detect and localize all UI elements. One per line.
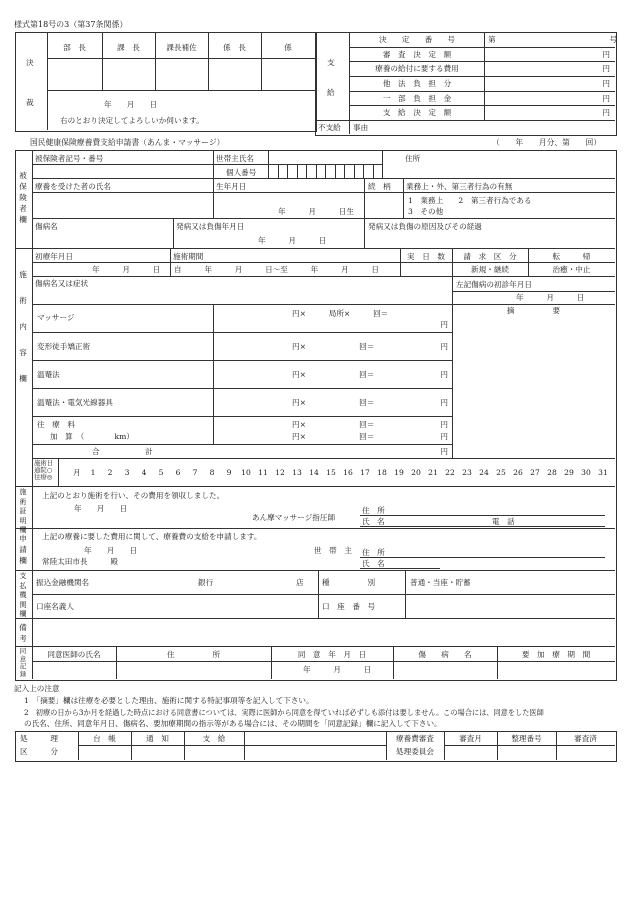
personal-no-grid[interactable]: [268, 164, 382, 178]
period-value: 自 年 月 日〜至 年 月 日: [174, 265, 380, 274]
travel-calc-2: 円× 回＝: [292, 432, 375, 441]
payment-label-5: 一 部 負 担 金: [382, 94, 452, 103]
calendar-day: 20: [411, 468, 421, 477]
total-label: 合 計: [92, 447, 153, 456]
bank-name-label: 振込金融機関名: [36, 578, 90, 587]
calendar-day: 12: [275, 468, 285, 477]
instruction-1: 1 「摘要」欄は往療を必要とした理由、施術に関する特記事項等を記入して下さい。: [24, 696, 314, 705]
calendar-day: 16: [343, 468, 353, 477]
insured-side-label: 被保険者欄: [19, 171, 27, 224]
payment-value-1: 第 号: [488, 35, 618, 44]
item-massage-label: マッサージ: [37, 313, 75, 322]
approval-note: 右のとおり決定してよろしいか伺います。: [60, 116, 204, 125]
travel-calc-1: 円× 回＝: [292, 420, 375, 429]
calendar-month: 月: [73, 468, 81, 477]
certify-text: 上記のとおり施術を行い、その費用を領収しました。: [42, 491, 225, 500]
item-warm-label: 温罨法: [37, 370, 60, 379]
total-unit: 円: [440, 447, 448, 456]
branch-unit: 店: [296, 578, 304, 587]
process-col-ledger: 台 帳: [93, 734, 116, 743]
payment-value-2: 円: [602, 50, 610, 59]
approval-side-top: 決: [26, 58, 34, 67]
remarks-label: 摘 要: [506, 306, 561, 315]
holder-label: 口座名義人: [36, 602, 74, 611]
committee-2: 処理委員会: [396, 747, 434, 756]
head-name-label: 世帯主氏名: [216, 154, 254, 163]
apply-side-label: 申請欄: [19, 534, 27, 565]
process-col-notice: 通 知: [146, 734, 169, 743]
first-date-label: 初療年月日: [35, 252, 73, 261]
approval-col-2: 課 長: [117, 43, 140, 52]
insured-id-label: 被保険者記号・番号: [35, 154, 104, 163]
travel-unit-1: 円: [440, 420, 448, 429]
certify-phone-label: 電 話: [492, 517, 515, 526]
calendar-day: 22: [445, 468, 455, 477]
payment-side-bottom: 給: [327, 88, 335, 97]
onset-date: 年 月 日: [258, 236, 327, 245]
claim-type-label: 請 求 区 分: [463, 252, 517, 261]
claim-type-value: 新規・継続: [471, 265, 509, 274]
apply-text: 上記の療養に要した費用に関して、療養費の支給を申請します。: [42, 532, 262, 541]
item-warm-calc: 円× 回＝: [292, 370, 375, 379]
cause-label: 発病又は負傷の原因及びその経過: [368, 222, 482, 231]
approval-col-1: 部 長: [63, 43, 86, 52]
calendar-day: 7: [192, 468, 198, 477]
patient-name-label: 療養を受けた者の氏名: [35, 182, 111, 191]
calendar-day: 31: [598, 468, 608, 477]
calendar-day: 10: [241, 468, 251, 477]
address-label: 住所: [405, 154, 421, 163]
process-col-review-month: 審査月: [459, 734, 482, 743]
mayor-label: 常陸太田市長 殿: [42, 557, 118, 566]
calendar-day: 4: [141, 468, 147, 477]
treatment-side-label: 施術内容欄: [19, 270, 27, 383]
calendar-day: 17: [360, 468, 370, 477]
calendar-day: 30: [581, 468, 591, 477]
form-period: （ 年 月分、第 回）: [492, 138, 602, 147]
item-electric-label: 温罨法・電気光線器具: [37, 398, 113, 407]
instruction-2b: の氏名、住所、同意年月日、傷病名、要加療期間の指示等がある場合には、その期間を「同意記録」欄に記入して下さい。: [24, 719, 442, 728]
calendar-day: 26: [513, 468, 523, 477]
birth-date: 年 月 日生: [278, 207, 354, 216]
days-label: 実 日 数: [407, 252, 445, 261]
item-electric-unit: 円: [440, 398, 448, 407]
process-col-payment: 支 給: [202, 734, 226, 743]
calendar-day: 8: [209, 468, 215, 477]
payment-value-6: 円: [602, 108, 610, 117]
form-title: 国民健康保険療養費支給申請書（あんま・マッサージ）: [30, 138, 225, 147]
approval-col-3: 課長補佐: [166, 43, 197, 52]
calendar-day: 27: [530, 468, 540, 477]
consent-doctor-label: 同意医師の氏名: [47, 650, 101, 659]
outcome-label: 転 帰: [552, 252, 591, 261]
certify-name-label: 氏 名: [362, 517, 385, 526]
third-party-opt1: 1 業務上 2 第三者行為である: [408, 196, 532, 205]
instruction-2a: 2 初療の日から3か月を経過した時点における同意書については、実際に医師から同意を得ていれば必ずしも添付は要しません。この場合には、同意をした医師: [24, 708, 544, 717]
calendar-day: 15: [326, 468, 336, 477]
symptom-label: 傷病名又は症状: [35, 279, 89, 288]
account-type-label: 種 別: [322, 578, 376, 587]
form-label: 様式第18号の3（第37条関係）: [14, 20, 128, 29]
consult-label: 左記傷病の初診年月日: [456, 280, 532, 289]
approval-side-bottom: 裁: [26, 98, 34, 107]
calendar-day: 29: [564, 468, 574, 477]
process-left-2: 区 分: [20, 747, 58, 756]
nonpay-reason: 事由: [353, 123, 369, 132]
consent-side-label: 同意記録: [19, 647, 27, 678]
calendar-day: 19: [394, 468, 404, 477]
practitioner-label: あん摩マッサージ指圧師: [252, 513, 336, 522]
payment-label-6: 支 給 決 定 額: [382, 108, 452, 117]
approval-col-4: 係 長: [223, 43, 246, 52]
calendar-day: 25: [496, 468, 506, 477]
calendar-day: 3: [124, 468, 130, 477]
calendar-legend: 施術日 通院○ 往療◎: [34, 459, 54, 481]
calendar-day: 9: [226, 468, 232, 477]
third-party-opt2: 3 その他: [408, 207, 444, 216]
process-col-reviewed: 審査済: [574, 734, 597, 743]
disease-label: 傷病名: [35, 222, 58, 231]
committee-1: 療養費審査: [396, 734, 434, 743]
travel-unit-2: 円: [440, 432, 448, 441]
first-date-value: 年 月 日: [92, 265, 161, 274]
consent-period-label: 要 加 療 期 間: [521, 650, 591, 659]
item-correction-label: 変形徒手矯正術: [37, 342, 91, 351]
apply-date: 年 月 日: [84, 546, 138, 555]
travel-add: 加 算 （ km）: [50, 432, 134, 441]
payment-label-4: 他 法 負 担 分: [382, 79, 452, 88]
approval-date: 年 月 日: [104, 100, 158, 109]
certify-date: 年 月 日: [74, 504, 128, 513]
apply-name-label: 氏 名: [362, 559, 385, 568]
process-col-ref-no: 整理番号: [511, 734, 542, 743]
account-no-label: 口 座 番 号: [322, 602, 376, 611]
calendar-day: 24: [479, 468, 489, 477]
personal-no-label: 個人番号: [226, 168, 257, 177]
birth-label: 生年月日: [216, 182, 247, 191]
calendar-day: 2: [107, 468, 113, 477]
instructions-title: 記入上の注意: [14, 684, 60, 693]
consent-date-label: 同 意 年 月 日: [297, 650, 367, 659]
payment-label-3: 療養の給付に要する費用: [375, 64, 459, 73]
calendar-day: 1: [90, 468, 96, 477]
calendar-days: [86, 468, 613, 480]
third-party-label: 業務上・外、第三者行為の有無: [406, 182, 513, 191]
period-label: 施術期間: [173, 252, 204, 261]
consent-address-label: 住 所: [166, 650, 221, 659]
consult-date: 年 月 日: [516, 293, 585, 302]
calendar-day: 18: [377, 468, 387, 477]
relation-label: 続 柄: [368, 182, 391, 191]
apply-address-label: 住 所: [362, 548, 385, 557]
travel-label: 往 療 料: [37, 420, 75, 429]
calendar-day: 5: [158, 468, 164, 477]
item-warm-unit: 円: [440, 370, 448, 379]
account-type-value: 普通・当座・貯蓄: [410, 578, 471, 587]
calendar-day: 21: [428, 468, 438, 477]
item-massage-calc: 円× 局所× 回＝: [292, 309, 389, 318]
consent-disease-label: 傷 病 名: [418, 650, 472, 659]
calendar-day: 14: [309, 468, 319, 477]
head-label: 世 帯 主: [314, 546, 352, 555]
item-correction-unit: 円: [440, 342, 448, 351]
payment-value-3: 円: [602, 64, 610, 73]
notes-side-label: 備考: [19, 623, 27, 643]
calendar-day: 28: [547, 468, 557, 477]
onset-label: 発病又は負傷年月日: [176, 222, 245, 231]
payment-value-5: 円: [602, 94, 610, 103]
calendar-day: 6: [175, 468, 181, 477]
item-correction-calc: 円× 回＝: [292, 342, 375, 351]
process-left-1: 処 理: [20, 734, 58, 743]
payment-value-4: 円: [602, 79, 610, 88]
outcome-value: 治癒・中止: [552, 265, 591, 274]
certify-address-label: 住 所: [362, 506, 385, 515]
item-massage-unit: 円: [440, 320, 448, 329]
payment-side-top: 支: [327, 58, 335, 67]
calendar-day: 23: [462, 468, 472, 477]
payment-label-1: 決 定 番 号: [379, 35, 455, 44]
calendar-day: 11: [258, 468, 268, 477]
certify-side-label: 施術証明欄: [19, 488, 27, 534]
calendar-day: 13: [292, 468, 302, 477]
consent-date-value: 年 月 日: [303, 665, 372, 674]
bank-unit: 銀行: [198, 578, 214, 587]
nonpay-label: 不支給: [318, 123, 341, 132]
approval-col-5: 係: [284, 43, 292, 52]
bank-side-label: 支払機関欄: [19, 572, 27, 618]
item-electric-calc: 円× 回＝: [292, 398, 375, 407]
payment-label-2: 審 査 決 定 額: [382, 50, 452, 59]
